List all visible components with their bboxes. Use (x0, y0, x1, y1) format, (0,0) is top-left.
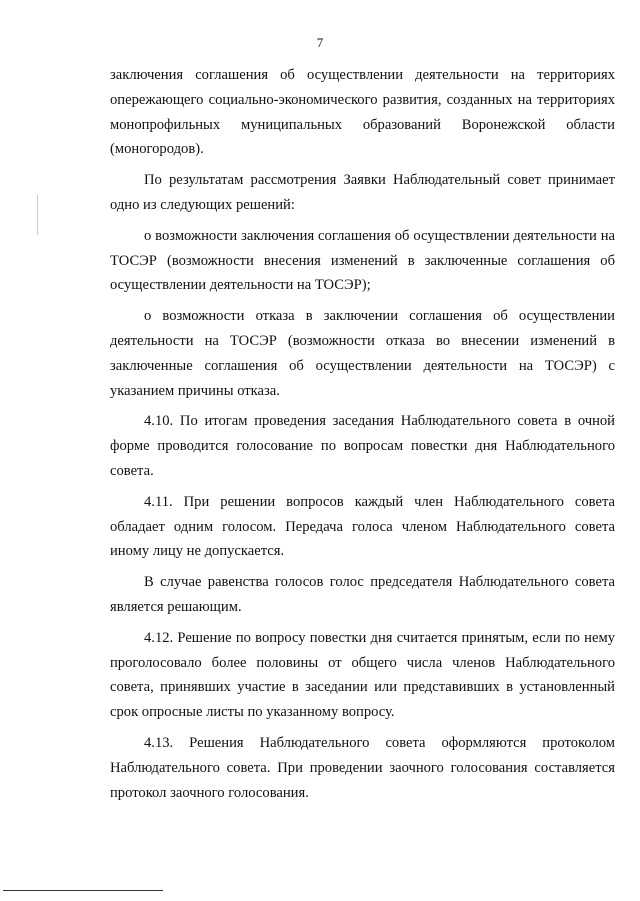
footer-rule (3, 890, 163, 891)
paragraph-4-10: 4.10. По итогам проведения заседания Наблюдательного совета в очной форме проводится голосование по вопросам повестки дня Наблюдательного совета. (110, 413, 615, 479)
scan-edge-mark (37, 195, 38, 235)
paragraph-decision-intro: По результатам рассмотрения Заявки Наблюдательный совет принимает одно из следующих решений: (110, 172, 615, 213)
paragraph-decision-approve: о возможности заключения соглашения об осуществлении деятельности на ТОСЭР (возможности внесения изменений в заключенные соглашения об осуществлении деятельности на ТОСЭР); (110, 227, 615, 294)
paragraph-continuation: заключения соглашения об осуществлении деятельности на территориях опережающего социально-экономического развития, созданных на территориях монопрофильных муниципальных образований Воронежской области (моногородов). (110, 67, 615, 158)
paragraph-4-13: 4.13. Решения Наблюдательного совета оформляются протоколом Наблюдательного совета. При проведении заочного голосования составляется протокол заочного голосования. (110, 734, 615, 801)
paragraph-4-12: 4.12. Решение по вопросу повестки дня считается принятым, если по нему проголосовало более половины от общего числа членов Наблюдательного совета, принявших участие в заседании или представивших в установленный срок опросные листы по указанному вопросу. (110, 629, 615, 721)
paragraph-4-11: 4.11. При решении вопросов каждый член Наблюдательного совета обладает одним голосом. Передача голоса членом Наблюдательного совета иному лицу не допускается. (110, 493, 615, 560)
document-body (110, 63, 615, 805)
page-number: 7 (316, 35, 324, 50)
paragraph-decision-refuse: о возможности отказа в заключении соглашения об осуществлении деятельности на ТОСЭР (возможности отказа во внесении изменений в заключенные соглашения об осуществлении деятельности на ТОСЭР) с указанием причины отказа. (110, 308, 615, 399)
paragraph-tie-vote: В случае равенства голосов голос председателя Наблюдательного совета является решающим. (110, 574, 615, 615)
